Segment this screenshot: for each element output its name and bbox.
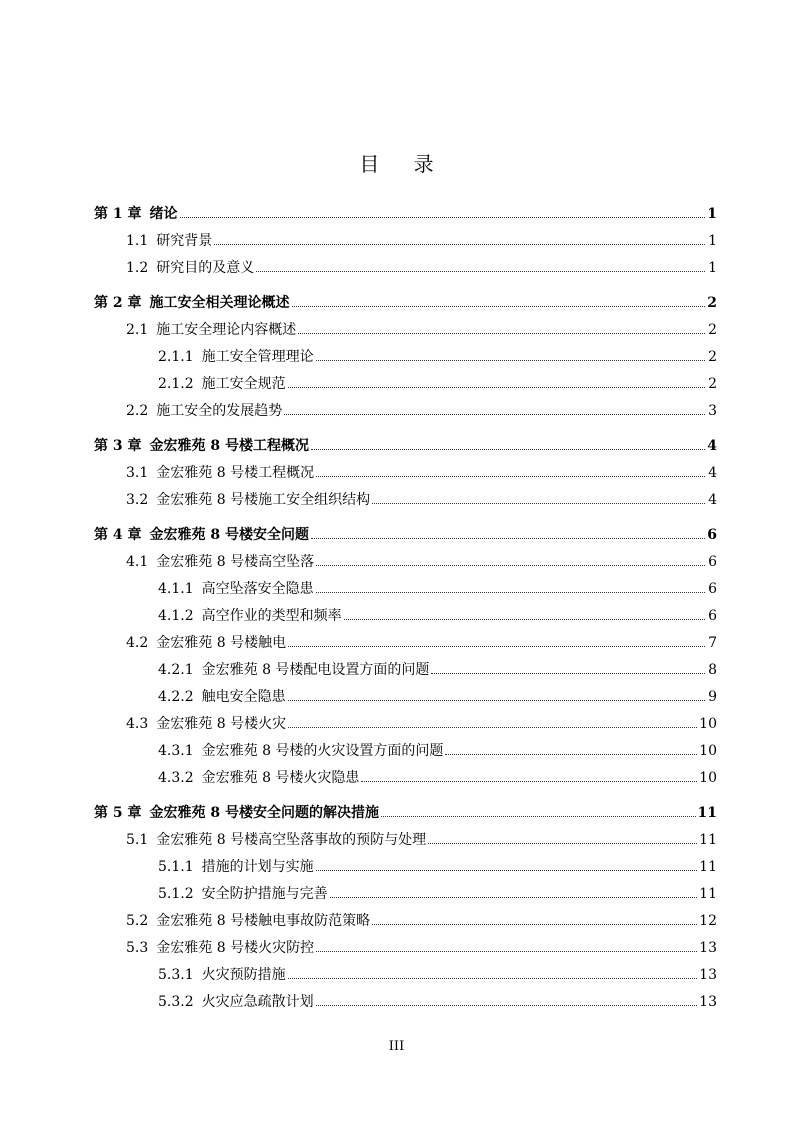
toc-entry[interactable] xyxy=(94,991,717,1018)
dot-leader xyxy=(311,449,705,450)
toc-entry-number: 5.3 xyxy=(126,940,149,956)
toc-entry[interactable] xyxy=(94,883,717,910)
toc-entry[interactable] xyxy=(94,346,717,373)
toc-entry-page: 2 xyxy=(708,376,717,392)
toc-entry[interactable] xyxy=(94,632,717,659)
toc-entry-label: 研究目的及意义 xyxy=(156,260,255,276)
dot-leader xyxy=(316,476,705,477)
toc-entry[interactable] xyxy=(94,551,717,578)
dot-leader xyxy=(311,538,705,539)
toc-entry-number: 1.2 xyxy=(126,260,149,276)
dot-leader xyxy=(344,619,705,620)
toc-entry-label: 金宏雅苑 8 号楼的火灾设置方面的问题 xyxy=(201,743,444,759)
dot-leader xyxy=(316,360,705,361)
dot-leader xyxy=(288,978,698,979)
toc-entry-page: 13 xyxy=(699,994,717,1010)
toc-entry-number: 4.2 xyxy=(126,635,149,651)
toc-entry[interactable] xyxy=(94,578,717,605)
toc-entry-page: 1 xyxy=(707,206,717,222)
toc-entry-label: 施工安全相关理论概述 xyxy=(149,295,290,311)
toc-entry-page: 2 xyxy=(708,322,717,338)
toc-entry-page: 13 xyxy=(699,967,717,983)
toc-entry[interactable] xyxy=(94,292,717,319)
toc-entry-page: 11 xyxy=(697,805,717,821)
toc-entry[interactable] xyxy=(94,435,717,462)
toc-entry-number: 第 1 章 xyxy=(94,206,142,222)
toc-entry-label: 高空作业的类型和频率 xyxy=(201,608,342,624)
dot-leader xyxy=(381,816,696,817)
toc-entry-label: 金宏雅苑 8 号楼施工安全组织结构 xyxy=(156,492,371,508)
toc-entry-number: 2.2 xyxy=(126,403,149,419)
toc-entry-number: 4.2.2 xyxy=(158,689,194,705)
toc-entry-number: 4.3 xyxy=(126,716,149,732)
toc-entry-page: 12 xyxy=(699,913,717,929)
dot-leader xyxy=(445,754,697,755)
dot-leader xyxy=(372,924,697,925)
toc-entry[interactable] xyxy=(94,767,717,794)
toc-entry-page: 11 xyxy=(699,859,717,875)
toc-entry-page: 9 xyxy=(708,689,717,705)
toc-entry[interactable] xyxy=(94,524,717,551)
table-of-contents xyxy=(94,203,717,1018)
toc-entry-page: 8 xyxy=(708,662,717,678)
toc-entry-label: 金宏雅苑 8 号楼火灾隐患 xyxy=(201,770,360,786)
toc-entry-page: 6 xyxy=(707,527,717,543)
toc-entry-label: 金宏雅苑 8 号楼高空坠落事故的预防与处理 xyxy=(156,832,427,848)
toc-entry-page: 3 xyxy=(708,403,717,419)
toc-title: 目 录 xyxy=(359,152,448,176)
dot-leader xyxy=(284,414,705,415)
toc-entry-number: 3.1 xyxy=(126,465,149,481)
toc-entry-page: 2 xyxy=(707,295,717,311)
dot-leader xyxy=(256,271,705,272)
dot-leader xyxy=(292,306,706,307)
toc-entry-label: 金宏雅苑 8 号楼工程概况 xyxy=(156,465,315,481)
toc-entry-number: 4.1 xyxy=(126,554,149,570)
toc-entry-label: 施工安全管理理论 xyxy=(201,349,314,365)
toc-entry[interactable] xyxy=(94,373,717,400)
toc-entry-number: 第 5 章 xyxy=(94,805,142,821)
toc-entry[interactable] xyxy=(94,964,717,991)
toc-entry[interactable] xyxy=(94,713,717,740)
toc-entry-label: 绪论 xyxy=(149,206,178,222)
toc-entry-page: 13 xyxy=(699,940,717,956)
toc-entry-label: 金宏雅苑 8 号楼工程概况 xyxy=(149,438,309,454)
toc-entry-page: 10 xyxy=(699,743,717,759)
toc-entry-label: 金宏雅苑 8 号楼安全问题的解决措施 xyxy=(149,805,379,821)
toc-entry[interactable] xyxy=(94,462,717,489)
toc-entry-label: 施工安全理论内容概述 xyxy=(156,322,297,338)
toc-entry-label: 触电安全隐患 xyxy=(201,689,286,705)
toc-entry-page: 6 xyxy=(708,581,717,597)
toc-entry-number: 2.1 xyxy=(126,322,149,338)
toc-entry-label: 金宏雅苑 8 号楼配电设置方面的问题 xyxy=(201,662,430,678)
toc-entry-label: 金宏雅苑 8 号楼安全问题 xyxy=(149,527,309,543)
toc-entry-number: 第 3 章 xyxy=(94,438,142,454)
toc-entry[interactable] xyxy=(94,257,717,284)
toc-entry-label: 金宏雅苑 8 号楼火灾 xyxy=(156,716,287,732)
toc-entry[interactable] xyxy=(94,605,717,632)
toc-entry-label: 措施的计划与实施 xyxy=(201,859,314,875)
toc-entry-number: 4.3.2 xyxy=(158,770,194,786)
toc-entry-number: 2.1.1 xyxy=(158,349,194,365)
toc-entry-page: 6 xyxy=(708,608,717,624)
dot-leader xyxy=(316,1005,698,1006)
toc-entry-page: 10 xyxy=(699,716,717,732)
toc-entry-number: 第 4 章 xyxy=(94,527,142,543)
toc-entry-page: 11 xyxy=(699,832,717,848)
dot-leader xyxy=(316,565,705,566)
dot-leader xyxy=(214,244,705,245)
dot-leader xyxy=(428,843,697,844)
toc-entry[interactable] xyxy=(94,829,717,856)
dot-leader xyxy=(372,503,705,504)
toc-entry-page: 4 xyxy=(707,438,717,454)
toc-entry[interactable] xyxy=(94,230,717,257)
toc-entry-number: 5.2 xyxy=(126,913,149,929)
toc-entry-page: 1 xyxy=(708,260,717,276)
toc-entry-page: 11 xyxy=(699,886,717,902)
toc-entry[interactable] xyxy=(94,400,717,427)
dot-leader xyxy=(316,592,705,593)
toc-entry-page: 7 xyxy=(708,635,717,651)
toc-entry-page: 1 xyxy=(708,233,717,249)
toc-entry-label: 金宏雅苑 8 号楼火灾防控 xyxy=(156,940,315,956)
toc-entry-label: 火灾预防措施 xyxy=(201,967,286,983)
toc-entry[interactable] xyxy=(94,802,717,829)
dot-leader xyxy=(288,727,697,728)
toc-entry[interactable] xyxy=(94,659,717,686)
toc-entry[interactable] xyxy=(94,319,717,346)
toc-entry-number: 5.3.2 xyxy=(158,994,194,1010)
toc-entry-number: 1.1 xyxy=(126,233,149,249)
dot-leader xyxy=(180,217,706,218)
dot-leader xyxy=(361,781,697,782)
toc-entry[interactable] xyxy=(94,686,717,713)
dot-leader xyxy=(288,646,705,647)
toc-entry-label: 施工安全规范 xyxy=(201,376,286,392)
toc-entry-label: 金宏雅苑 8 号楼高空坠落 xyxy=(156,554,315,570)
dot-leader xyxy=(330,897,698,898)
dot-leader xyxy=(316,951,697,952)
toc-entry[interactable] xyxy=(94,856,717,883)
toc-entry-number: 5.1 xyxy=(126,832,149,848)
toc-entry-page: 10 xyxy=(699,770,717,786)
toc-entry-label: 高空坠落安全隐患 xyxy=(201,581,314,597)
toc-entry-number: 3.2 xyxy=(126,492,149,508)
toc-entry[interactable] xyxy=(94,910,717,937)
toc-entry-number: 2.1.2 xyxy=(158,376,194,392)
toc-entry-page: 4 xyxy=(708,492,717,508)
toc-entry-page: 4 xyxy=(708,465,717,481)
toc-entry-number: 4.3.1 xyxy=(158,743,194,759)
toc-entry-number: 5.1.2 xyxy=(158,886,194,902)
toc-entry-page: 2 xyxy=(708,349,717,365)
toc-entry-page: 6 xyxy=(708,554,717,570)
toc-entry-label: 研究背景 xyxy=(156,233,213,249)
toc-entry-number: 5.3.1 xyxy=(158,967,194,983)
dot-leader xyxy=(316,870,698,871)
toc-entry[interactable] xyxy=(94,489,717,516)
page-number-footer: III xyxy=(388,1039,405,1054)
toc-entry-number: 4.1.1 xyxy=(158,581,194,597)
toc-entry-number: 4.2.1 xyxy=(158,662,194,678)
dot-leader xyxy=(298,333,705,334)
toc-entry-number: 5.1.1 xyxy=(158,859,194,875)
toc-entry-label: 火灾应急疏散计划 xyxy=(201,994,314,1010)
dot-leader xyxy=(431,673,705,674)
toc-entry-number: 4.1.2 xyxy=(158,608,194,624)
toc-entry-label: 安全防护措施与完善 xyxy=(201,886,328,902)
toc-entry-label: 金宏雅苑 8 号楼触电事故防范策略 xyxy=(156,913,371,929)
toc-entry-label: 施工安全的发展趋势 xyxy=(156,403,283,419)
toc-entry-number: 第 2 章 xyxy=(94,295,142,311)
toc-entry-label: 金宏雅苑 8 号楼触电 xyxy=(156,635,287,651)
dot-leader xyxy=(288,387,705,388)
toc-entry[interactable] xyxy=(94,740,717,767)
dot-leader xyxy=(288,700,705,701)
toc-entry[interactable] xyxy=(94,937,717,964)
toc-entry[interactable] xyxy=(94,203,717,230)
